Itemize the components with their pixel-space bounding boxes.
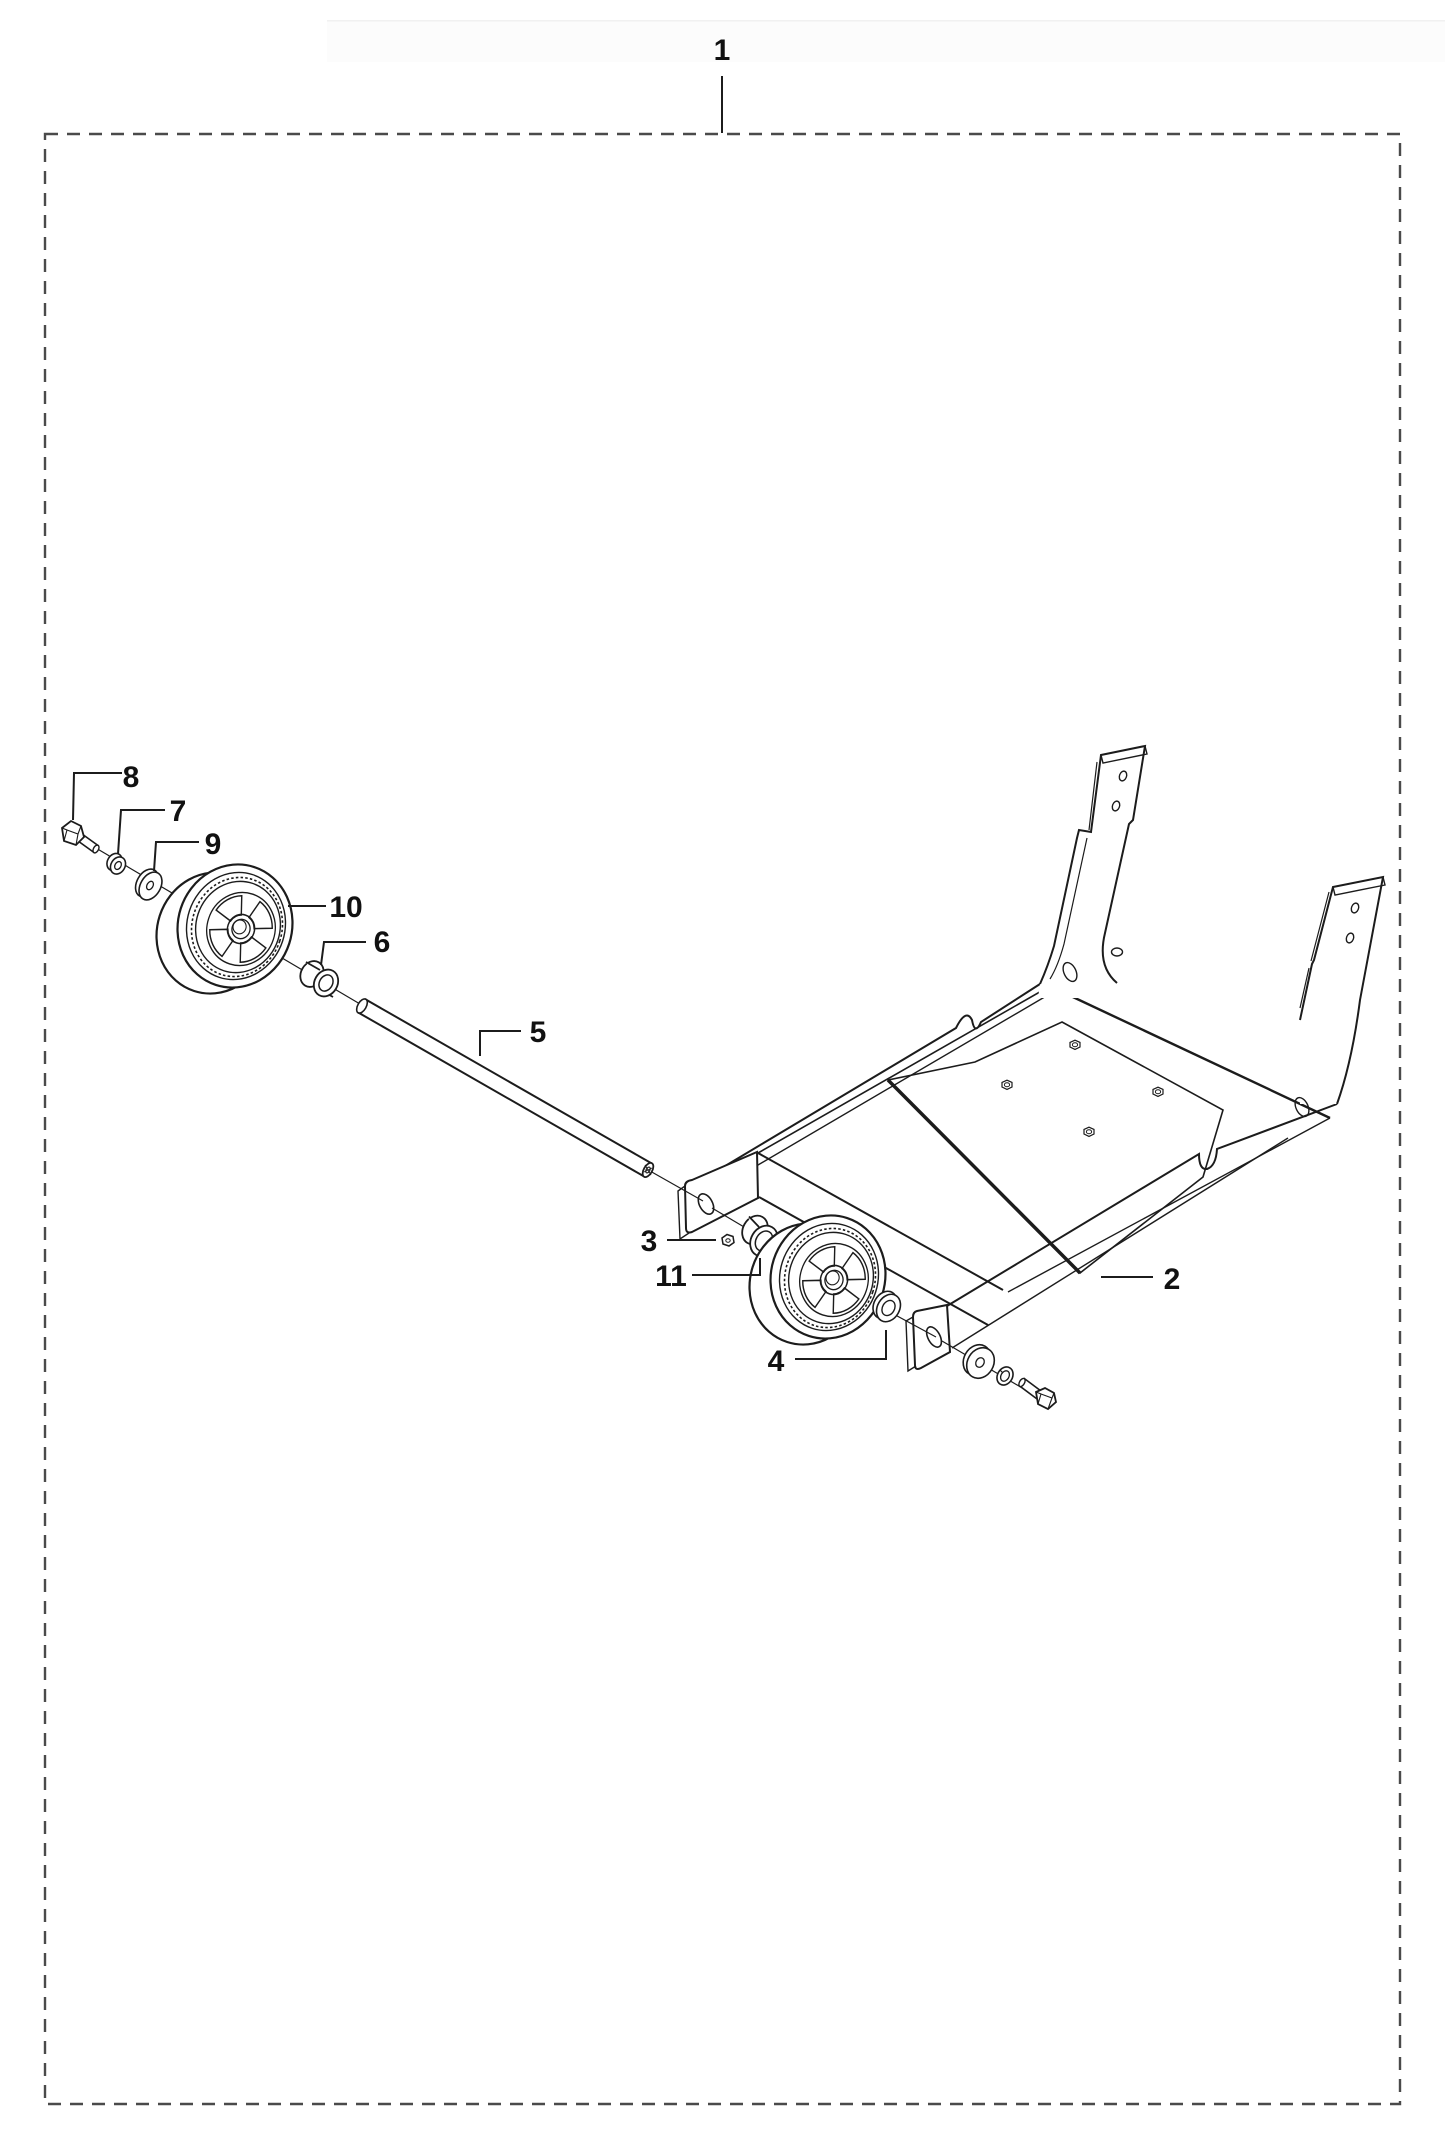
callout-label-7: 7 [169,795,187,828]
callout-label-1: 1 [713,34,731,67]
hex-bolt-left [62,821,100,854]
floor-screw [1070,1040,1080,1049]
callout-label-6: 6 [373,926,391,959]
floor-screw [1153,1087,1163,1096]
callout-label-9: 9 [204,828,222,861]
right-wheel-bracket [906,1305,950,1371]
callout-label-4: 4 [767,1345,785,1378]
flat-washer-bottom [958,1340,1000,1384]
top-faint-band [327,20,1445,62]
assembly-boundary-border [45,134,1400,2104]
flat-washer-left [131,865,167,904]
lock-washer-bottom [994,1364,1016,1388]
callout-label-5: 5 [529,1016,547,1049]
floor-screw [1084,1127,1094,1136]
callout-label-8: 8 [122,761,140,794]
callout-label-11: 11 [655,1260,687,1293]
right-upright-arm [1292,877,1385,1119]
hex-bolt-bottom [1018,1377,1056,1409]
callout-label-3: 3 [640,1225,658,1258]
callout-leader-lines [73,76,1153,1359]
wheel-left [141,849,308,1008]
callout-label-2: 2 [1163,1263,1181,1296]
callout-label-10: 10 [329,891,363,924]
floor-screw [1002,1080,1012,1089]
axle-rod [354,997,655,1179]
left-upright-arm [1038,746,1147,998]
hex-nut-small [722,1235,734,1247]
spacer-bushing [296,957,343,1001]
